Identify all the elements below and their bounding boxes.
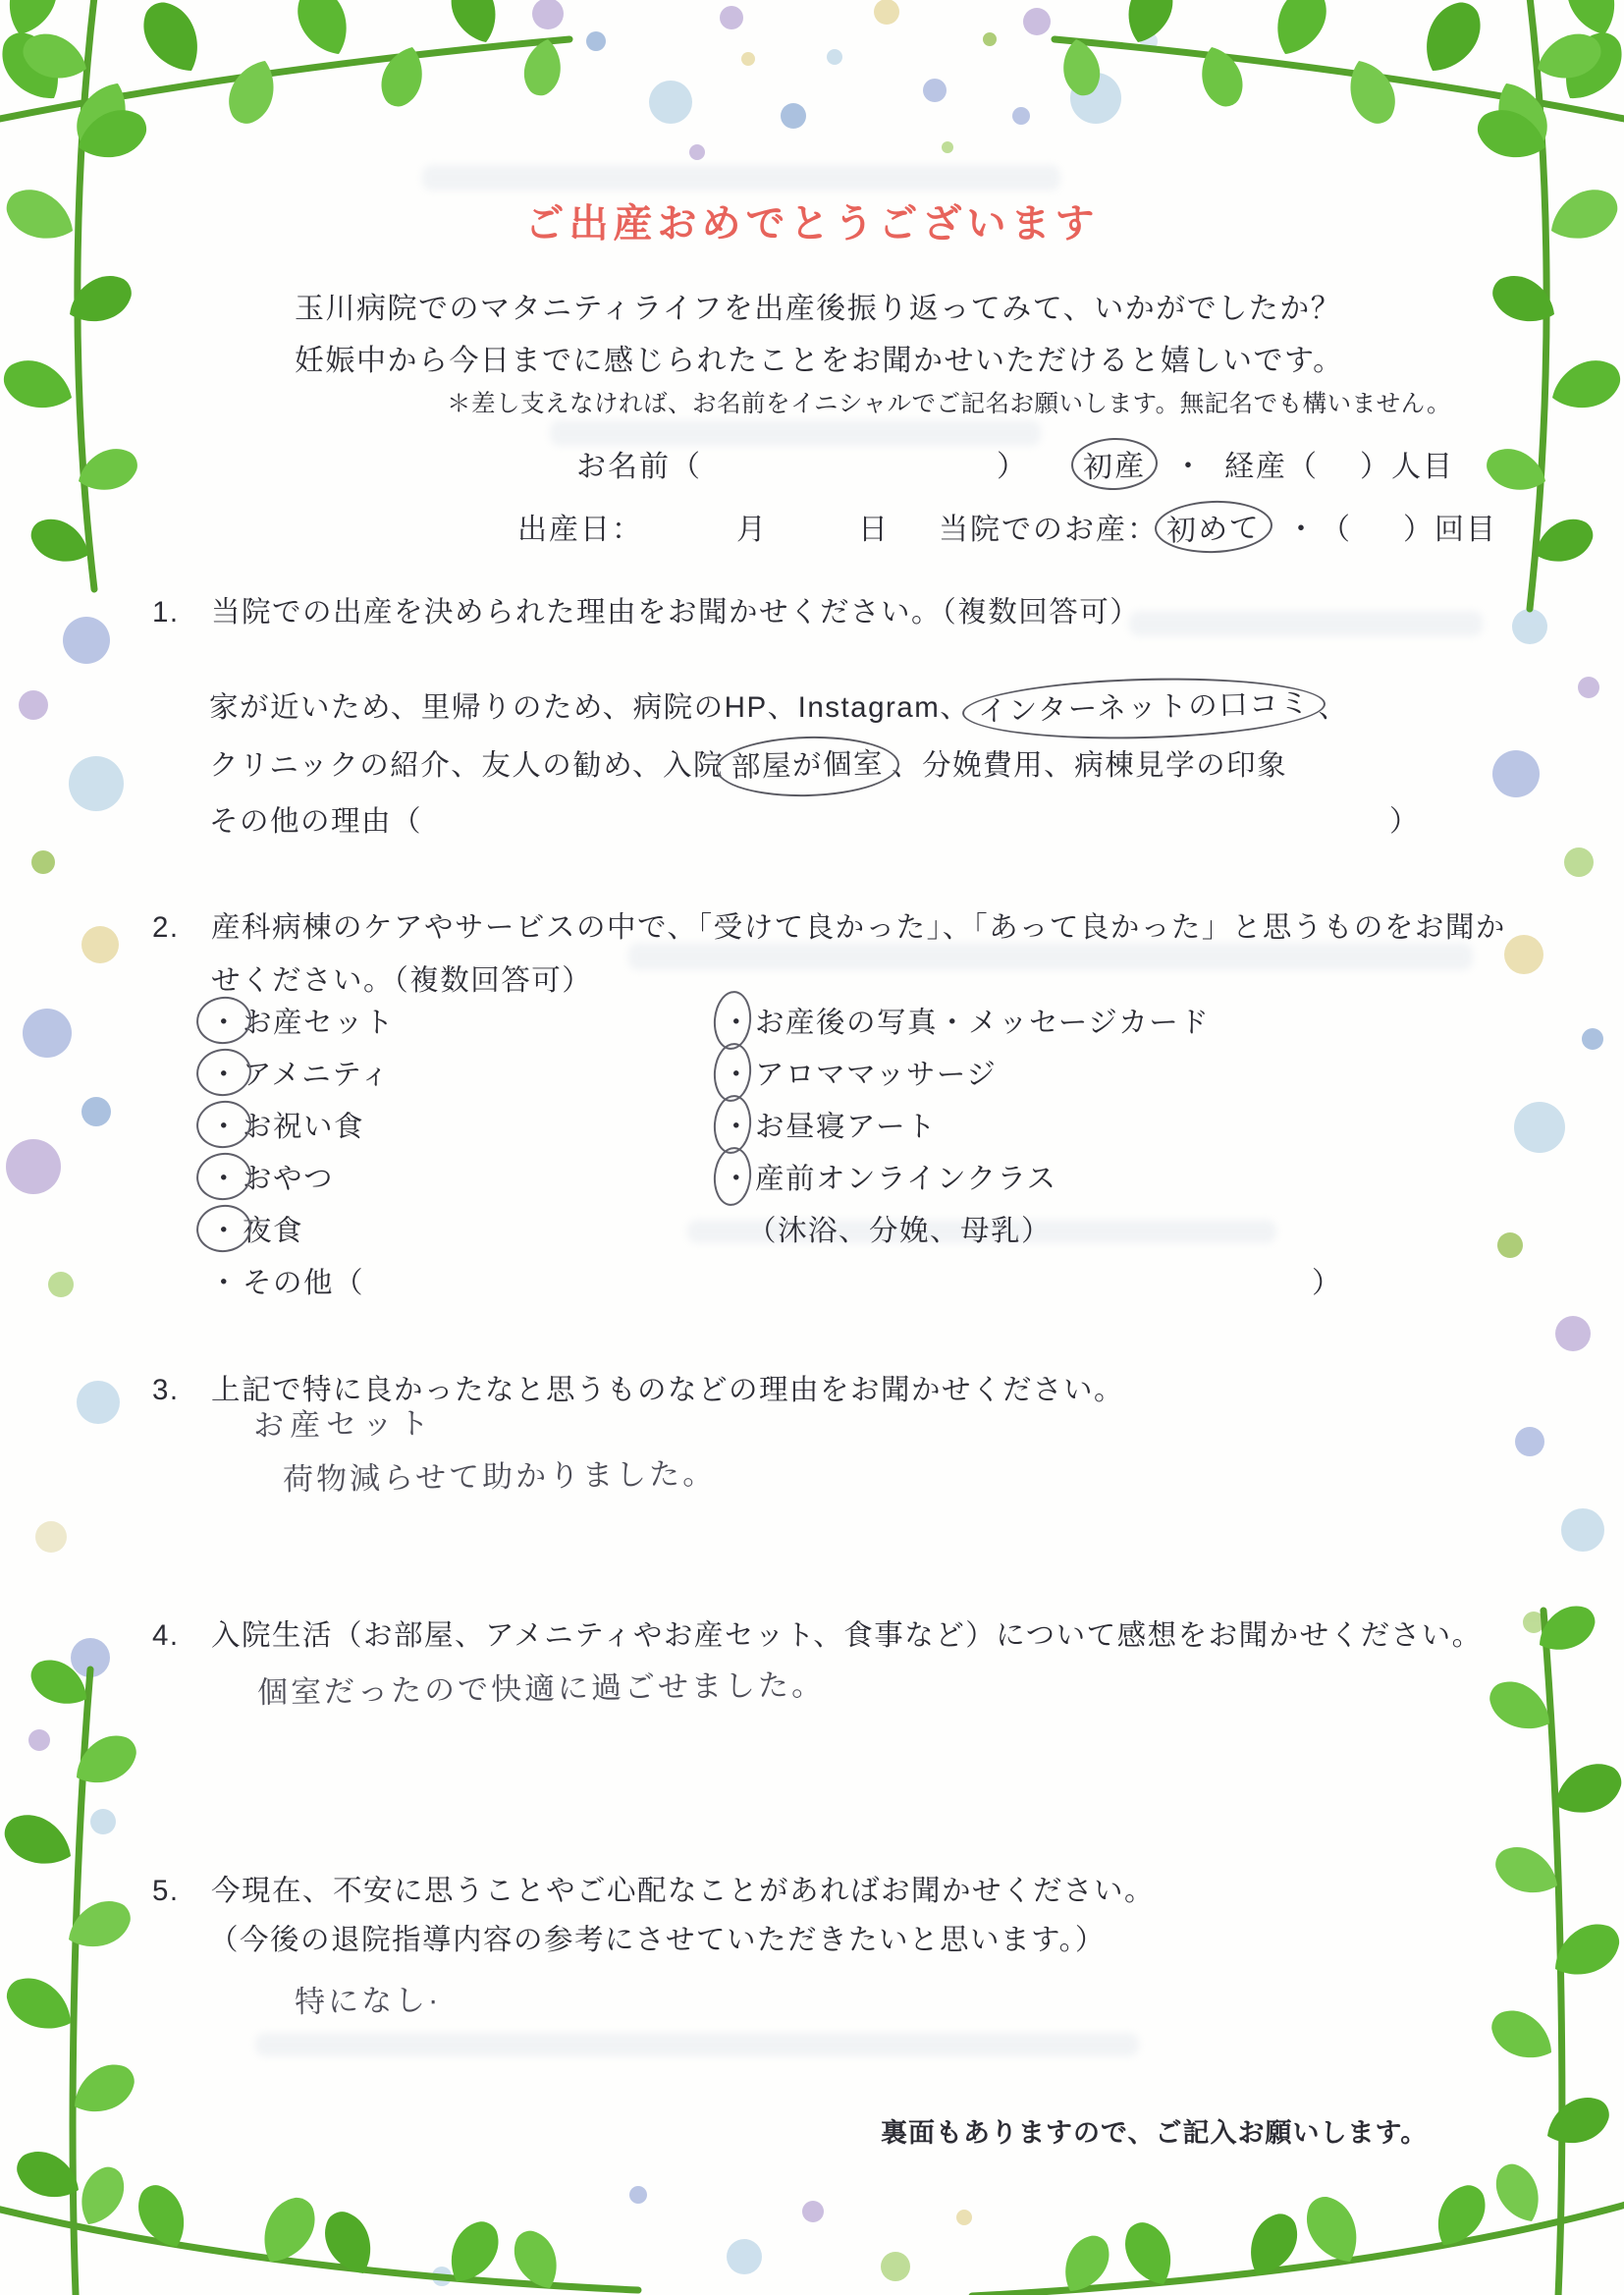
question-5-number: 5.	[152, 1875, 180, 1907]
first-birth-option-circled: 初産	[1070, 436, 1159, 491]
question-1-text: 当院での出産を決められた理由をお聞かせください。（複数回答可）	[211, 596, 1141, 628]
question-1-number: 1.	[152, 596, 180, 628]
q1-options-line-2: クリニックの紹介、友人の勧め、入院 部屋が個室 、分娩費用、病棟見学の印象	[209, 738, 1420, 795]
question-2-number: 2.	[152, 911, 180, 944]
q2-option-celebration-meal: ・ お祝い食	[209, 1098, 1342, 1150]
q2-option-prenatal-online-class: ・ 産前オンラインクラス	[722, 1150, 1210, 1202]
times-close: ）回目	[1403, 514, 1497, 546]
scan-bleedthrough	[422, 165, 1060, 191]
q1-circled-internet-review: インターネットの口コミ	[962, 674, 1327, 743]
q2-option-nap-art: ・ お昼寝アート	[722, 1098, 1210, 1150]
q1-other-close: ）	[1389, 805, 1421, 838]
page-title: ご出産おめでとうございます	[524, 202, 1100, 246]
q1-options-line-1: 家が近いため、里帰りのため、病院のHP、Instagram、 インターネットの口コミ 、	[209, 680, 1420, 738]
first-time-option-circled: 初めて	[1154, 499, 1273, 555]
q1-other-reason-row	[209, 795, 1420, 847]
scan-bleedthrough	[1129, 611, 1483, 636]
times-open: （	[1335, 514, 1352, 546]
scan-bleedthrough	[255, 2033, 1139, 2056]
birth-date-row	[517, 503, 1497, 551]
month-label: 月	[736, 514, 768, 546]
question-4	[152, 1612, 1483, 1654]
q2-option-amenity: ・ アメニティ	[209, 1046, 1342, 1098]
separator-dot: ・	[1286, 514, 1318, 546]
q5-handwritten-answer: 特になし·	[294, 1982, 442, 2020]
day-label: 日	[858, 514, 890, 546]
multi-birth-close: ）人目	[1360, 451, 1454, 483]
question-1	[152, 589, 1140, 630]
q1-circled-private-room: 部屋が個室	[715, 735, 900, 799]
q4-handwritten-answer: 個室だったので快適に過ごせました。	[256, 1667, 826, 1711]
multi-birth-option: 経産（	[1224, 451, 1319, 483]
q3-handwritten-answer-line-2: 荷物減らせて助かりました。	[282, 1455, 717, 1498]
intro-line-2: 妊娠中から今日までに感じられたことをお聞かせいただけると嬉しいです。	[295, 345, 1344, 377]
q2-option-night-meal: ・ 夜食	[209, 1202, 1342, 1254]
question-2-text: 産科病棟のケアやサービスの中で、「受けて良かった」、「あって良かった」と思うものをお聞か せください。（複数回答可）	[211, 911, 1506, 997]
back-side-note: 裏面もありますので、ご記入お願いします。	[881, 2118, 1429, 2148]
q3-handwritten-answer-line-1: お産セット	[252, 1405, 436, 1444]
q2-option-class-topics-note: （沐浴、分娩、母乳）	[747, 1214, 1053, 1247]
name-field-label: お名前（	[576, 451, 702, 483]
q2-option-snack: ・ おやつ	[209, 1150, 1342, 1202]
question-5	[152, 1868, 1155, 1909]
question-3-text: 上記で特に良かったなと思うものなどの理由をお聞かせください。	[211, 1374, 1125, 1406]
question-1-options	[209, 680, 1420, 847]
question-3-number: 3.	[152, 1374, 180, 1406]
separator-dot: ・	[1173, 451, 1205, 483]
question-4-text: 入院生活（お部屋、アメニティやお産セット、食事など）について感想をお聞かせください。	[211, 1619, 1483, 1652]
intro-line-1: 玉川病院でのマタニティライフを出産後振り返ってみて、いかがでしたか？	[295, 293, 1342, 325]
name-field-close: ）	[997, 451, 1028, 483]
intro-paragraph	[295, 283, 1344, 387]
q2-option-other: ・ その他（ ）	[209, 1266, 1343, 1299]
q2-right-options	[722, 994, 1210, 1254]
question-5-subtext: （今後の退院指導内容の参考にさせていただきたいと思います。）	[209, 1924, 1106, 1956]
q2-option-aroma-massage: ・ アロママッサージ	[722, 1046, 1210, 1098]
anonymity-note: ＊差し支えなければ、お名前をイニシャルでご記名お願いします。無記名でも構いません。	[447, 391, 1452, 417]
q2-option-birth-set: ・ お産セット	[209, 994, 1342, 1046]
birth-date-label: 出産日：	[517, 514, 643, 546]
bottom-left-leaves-decoration	[0, 1652, 638, 2295]
q2-option-photo-message-card: ・ お産後の写真・メッセージカード	[722, 994, 1210, 1046]
hospital-births-label: 当院でのお産：	[939, 514, 1159, 546]
q1-other-label: その他の理由（	[209, 805, 423, 838]
question-5-text: 今現在、不安に思うことやご心配なことがあればお聞かせください。	[211, 1875, 1156, 1907]
question-4-number: 4.	[152, 1619, 180, 1652]
name-row	[576, 440, 1454, 488]
question-2	[152, 902, 1506, 1008]
